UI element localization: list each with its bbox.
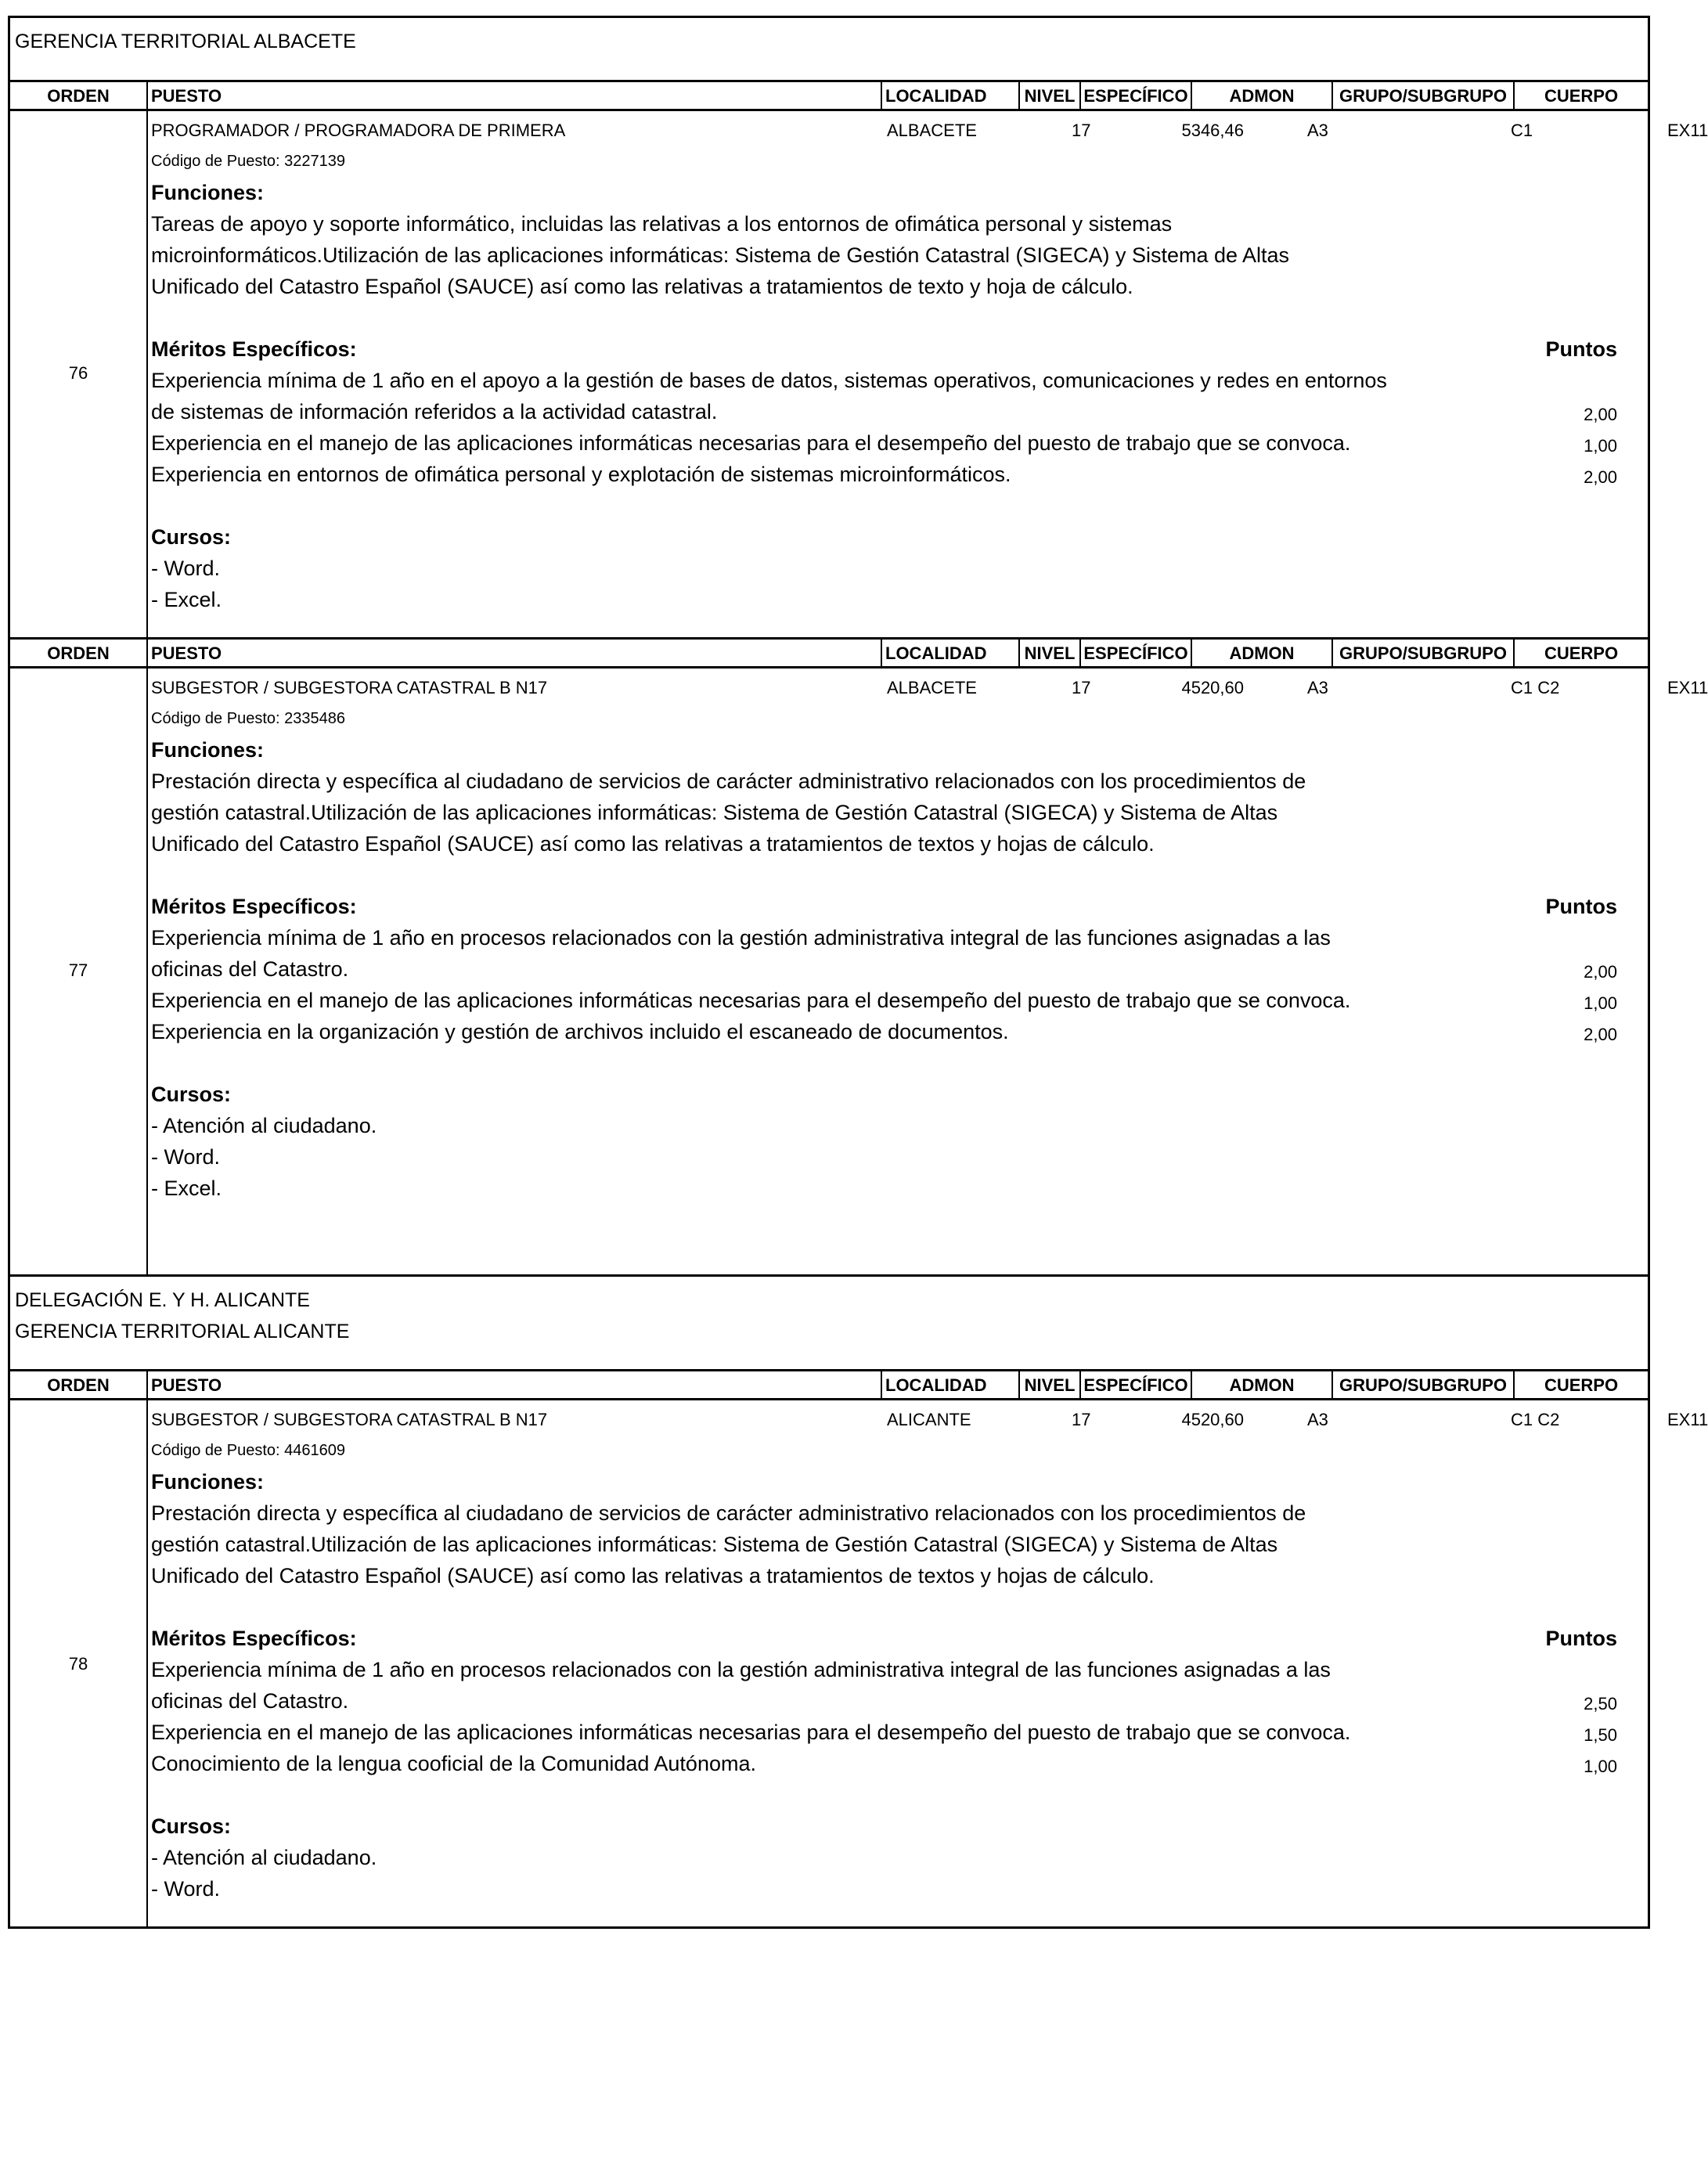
vacancy-entry: [8, 1400, 1708, 1929]
merito-points: 1,00: [1584, 993, 1617, 1013]
spacer: [151, 1779, 1648, 1811]
merito-points: 1,00: [1584, 1757, 1617, 1776]
merito-points: 1,00: [1584, 436, 1617, 456]
field-admon: A3: [1307, 121, 1328, 140]
curso-line: - Excel.: [151, 588, 222, 611]
vacancy-details: [148, 1400, 1708, 1926]
merito-line: [151, 1717, 1648, 1748]
merito-text: Experiencia mínima de 1 año en procesos relacionados con la gestión administrativa integral de las funciones asignadas a las: [151, 1658, 1331, 1681]
document: [8, 16, 1708, 1929]
funciones-heading: Funciones:: [151, 1470, 265, 1494]
column-header-especifico: ESPECÍFICO: [1081, 82, 1192, 109]
meritos-heading: Méritos Específicos:: [151, 337, 357, 361]
meritos-heading-row: [151, 333, 1648, 365]
spacer: [151, 1591, 1648, 1623]
vacancy-content: [151, 734, 1648, 1204]
office-line: DELEGACIÓN E. Y H. ALICANTE: [15, 1289, 310, 1311]
column-header-grupo: GRUPO/SUBGRUPO: [1333, 1371, 1515, 1398]
merito-line: [151, 985, 1648, 1016]
column-header-especifico: ESPECÍFICO: [1081, 1371, 1192, 1398]
puntos-heading: Puntos: [1545, 337, 1617, 361]
funciones-line: microinformáticos.Utilización de las aplicaciones informáticas: Sistema de Gestión Catastral (SIGECA) y Sistema de Altas: [151, 243, 1290, 267]
vacancy-content: [151, 177, 1648, 615]
column-header-cuerpo: CUERPO: [1544, 86, 1619, 106]
spacer: [151, 490, 1648, 521]
meritos-heading-row: [151, 1623, 1648, 1654]
spacer: [151, 859, 1648, 891]
funciones-heading: Funciones:: [151, 181, 265, 204]
vacancy-summary-row: [148, 119, 1708, 142]
merito-points: 2,00: [1584, 962, 1617, 982]
vacancy-entry: [8, 668, 1708, 1274]
merito-points: 2,50: [1584, 1694, 1617, 1714]
field-puesto: SUBGESTOR / SUBGESTORA CATASTRAL B N17: [151, 1410, 548, 1429]
merito-line: [151, 1685, 1648, 1717]
column-header-admon: ADMON: [1192, 640, 1333, 666]
merito-text: Experiencia mínima de 1 año en el apoyo a la gestión de bases de datos, sistemas operativos, comunicaciones y redes en entornos: [151, 369, 1387, 392]
field-nivel: 17: [1072, 1410, 1091, 1429]
merito-points: 2,00: [1584, 467, 1617, 487]
field-localidad: ALICANTE: [887, 1410, 971, 1429]
spacer: [151, 302, 1648, 333]
puntos-heading: Puntos: [1545, 895, 1617, 918]
vacancy-summary-row: [148, 676, 1708, 700]
field-localidad: ALBACETE: [887, 121, 977, 140]
orden-value: 78: [68, 1653, 88, 1674]
merito-text: Experiencia en la organización y gestión de archivos incluido el escaneado de documentos.: [151, 1020, 1009, 1043]
column-header-row: [8, 637, 1650, 668]
field-puesto: PROGRAMADOR / PROGRAMADORA DE PRIMERA: [151, 121, 566, 140]
funciones-line: gestión catastral.Utilización de las aplicaciones informáticas: Sistema de Gestión Catastral (SIGECA) y Sistema de Altas: [151, 1533, 1278, 1556]
merito-points: 1,50: [1584, 1725, 1617, 1745]
orden-cell: [10, 1400, 148, 1926]
column-header-cuerpo: CUERPO: [1544, 643, 1619, 663]
funciones-line: gestión catastral.Utilización de las aplicaciones informáticas: Sistema de Gestión Catastral (SIGECA) y Sistema de Altas: [151, 801, 1278, 824]
office-header: [8, 16, 1650, 80]
merito-line: [151, 427, 1648, 459]
field-especifico: 4520,60: [1181, 1410, 1244, 1429]
merito-points: 2,00: [1584, 1025, 1617, 1044]
curso-line: - Atención al ciudadano.: [151, 1114, 377, 1137]
field-cuerpo: EX11: [1667, 121, 1708, 140]
meritos-heading-row: [151, 891, 1648, 922]
merito-line: [151, 1748, 1648, 1779]
column-header-localidad: LOCALIDAD: [882, 82, 1020, 109]
column-header-admon: ADMON: [1192, 82, 1333, 109]
codigo-puesto: Código de Puesto: 2335486: [151, 710, 345, 727]
merito-text: Experiencia en el manejo de las aplicaciones informáticas necesarias para el desempeño del puesto de trabajo que se convoca.: [151, 1721, 1351, 1744]
vacancy-entry: [8, 111, 1708, 637]
meritos-heading: Méritos Específicos:: [151, 1627, 357, 1650]
column-header-nivel: NIVEL: [1020, 640, 1081, 666]
field-nivel: 17: [1072, 121, 1091, 140]
merito-points: 2,00: [1584, 405, 1617, 424]
field-grupo: C1 C2: [1511, 1410, 1560, 1429]
merito-text: oficinas del Catastro.: [151, 957, 349, 981]
field-puesto: SUBGESTOR / SUBGESTORA CATASTRAL B N17: [151, 678, 548, 697]
curso-line: - Excel.: [151, 1177, 222, 1200]
merito-line: [151, 1654, 1648, 1685]
column-header-localidad: LOCALIDAD: [882, 1371, 1020, 1398]
orden-value: 77: [68, 960, 88, 980]
meritos-heading: Méritos Específicos:: [151, 895, 357, 918]
column-header-especifico: ESPECÍFICO: [1081, 640, 1192, 666]
column-header-nivel: NIVEL: [1020, 82, 1081, 109]
merito-text: de sistemas de información referidos a la actividad catastral.: [151, 400, 718, 423]
cursos-heading: Cursos:: [151, 1814, 232, 1838]
curso-line: - Word.: [151, 1145, 221, 1169]
curso-line: - Atención al ciudadano.: [151, 1846, 377, 1869]
vacancy-details: [148, 111, 1708, 637]
codigo-puesto: Código de Puesto: 4461609: [151, 1442, 345, 1459]
column-header-puesto: PUESTO: [148, 640, 882, 666]
field-especifico: 4520,60: [1181, 678, 1244, 697]
curso-line: - Word.: [151, 557, 221, 580]
funciones-line: Prestación directa y específica al ciudadano de servicios de carácter administrativo relacionados con los procedimientos de: [151, 769, 1306, 793]
funciones-line: Prestación directa y específica al ciudadano de servicios de carácter administrativo relacionados con los procedimientos de: [151, 1501, 1306, 1525]
curso-line: - Word.: [151, 1877, 221, 1901]
column-header-grupo: GRUPO/SUBGRUPO: [1333, 640, 1515, 666]
column-header-orden: ORDEN: [10, 82, 148, 109]
funciones-line: Unificado del Catastro Español (SAUCE) así como las relativas a tratamientos de textos y hojas de cálculo.: [151, 832, 1155, 856]
merito-line: [151, 953, 1648, 985]
puntos-heading: Puntos: [1545, 1627, 1617, 1650]
column-header-row: [8, 1369, 1650, 1400]
merito-text: Experiencia mínima de 1 año en procesos relacionados con la gestión administrativa integral de las funciones asignadas a las: [151, 926, 1331, 950]
cursos-heading: Cursos:: [151, 1083, 232, 1106]
merito-text: Conocimiento de la lengua cooficial de la Comunidad Autónoma.: [151, 1752, 756, 1775]
office-line: GERENCIA TERRITORIAL ALBACETE: [15, 31, 356, 52]
merito-line: [151, 1016, 1648, 1047]
field-admon: A3: [1307, 1410, 1328, 1429]
column-header-puesto: PUESTO: [148, 1371, 882, 1398]
merito-line: [151, 365, 1648, 396]
office-line: GERENCIA TERRITORIAL ALICANTE: [15, 1321, 350, 1342]
field-localidad: ALBACETE: [887, 678, 977, 697]
column-header-nivel: NIVEL: [1020, 1371, 1081, 1398]
cursos-heading: Cursos:: [151, 525, 232, 549]
field-especifico: 5346,46: [1181, 121, 1244, 140]
field-grupo: C1 C2: [1511, 678, 1560, 697]
vacancy-summary-row: [148, 1408, 1708, 1432]
merito-text: Experiencia en el manejo de las aplicaciones informáticas necesarias para el desempeño del puesto de trabajo que se convoca.: [151, 989, 1351, 1012]
field-admon: A3: [1307, 678, 1328, 697]
orden-cell: [10, 111, 148, 637]
vacancy-content: [151, 1466, 1648, 1905]
funciones-line: Unificado del Catastro Español (SAUCE) así como las relativas a tratamientos de texto y hoja de cálculo.: [151, 275, 1133, 298]
office-header: [8, 1277, 1650, 1369]
field-grupo: C1: [1511, 121, 1533, 140]
merito-text: Experiencia en entornos de ofimática personal y explotación de sistemas microinformáticos.: [151, 463, 1011, 486]
column-header-puesto: PUESTO: [148, 82, 882, 109]
column-header-orden: ORDEN: [10, 640, 148, 666]
merito-text: oficinas del Catastro.: [151, 1689, 349, 1713]
merito-line: [151, 922, 1648, 953]
column-header-localidad: LOCALIDAD: [882, 640, 1020, 666]
column-header-admon: ADMON: [1192, 1371, 1333, 1398]
merito-line: [151, 396, 1648, 427]
funciones-line: Tareas de apoyo y soporte informático, incluidas las relativas a los entornos de ofimática personal y sistemas: [151, 212, 1173, 236]
codigo-puesto: Código de Puesto: 3227139: [151, 153, 345, 170]
column-header-orden: ORDEN: [10, 1371, 148, 1398]
funciones-line: Unificado del Catastro Español (SAUCE) así como las relativas a tratamientos de textos y hojas de cálculo.: [151, 1564, 1155, 1587]
spacer: [151, 1047, 1648, 1079]
field-nivel: 17: [1072, 678, 1091, 697]
column-header-cuerpo: CUERPO: [1544, 1375, 1619, 1395]
merito-line: [151, 459, 1648, 490]
orden-cell: [10, 668, 148, 1274]
vacancy-details: [148, 668, 1708, 1274]
column-header-grupo: GRUPO/SUBGRUPO: [1333, 82, 1515, 109]
field-cuerpo: EX11: [1667, 678, 1708, 697]
funciones-heading: Funciones:: [151, 738, 265, 762]
merito-text: Experiencia en el manejo de las aplicaciones informáticas necesarias para el desempeño del puesto de trabajo que se convoca.: [151, 431, 1351, 455]
field-cuerpo: EX11: [1667, 1410, 1708, 1429]
column-header-row: [8, 80, 1650, 111]
orden-value: 76: [68, 363, 88, 383]
